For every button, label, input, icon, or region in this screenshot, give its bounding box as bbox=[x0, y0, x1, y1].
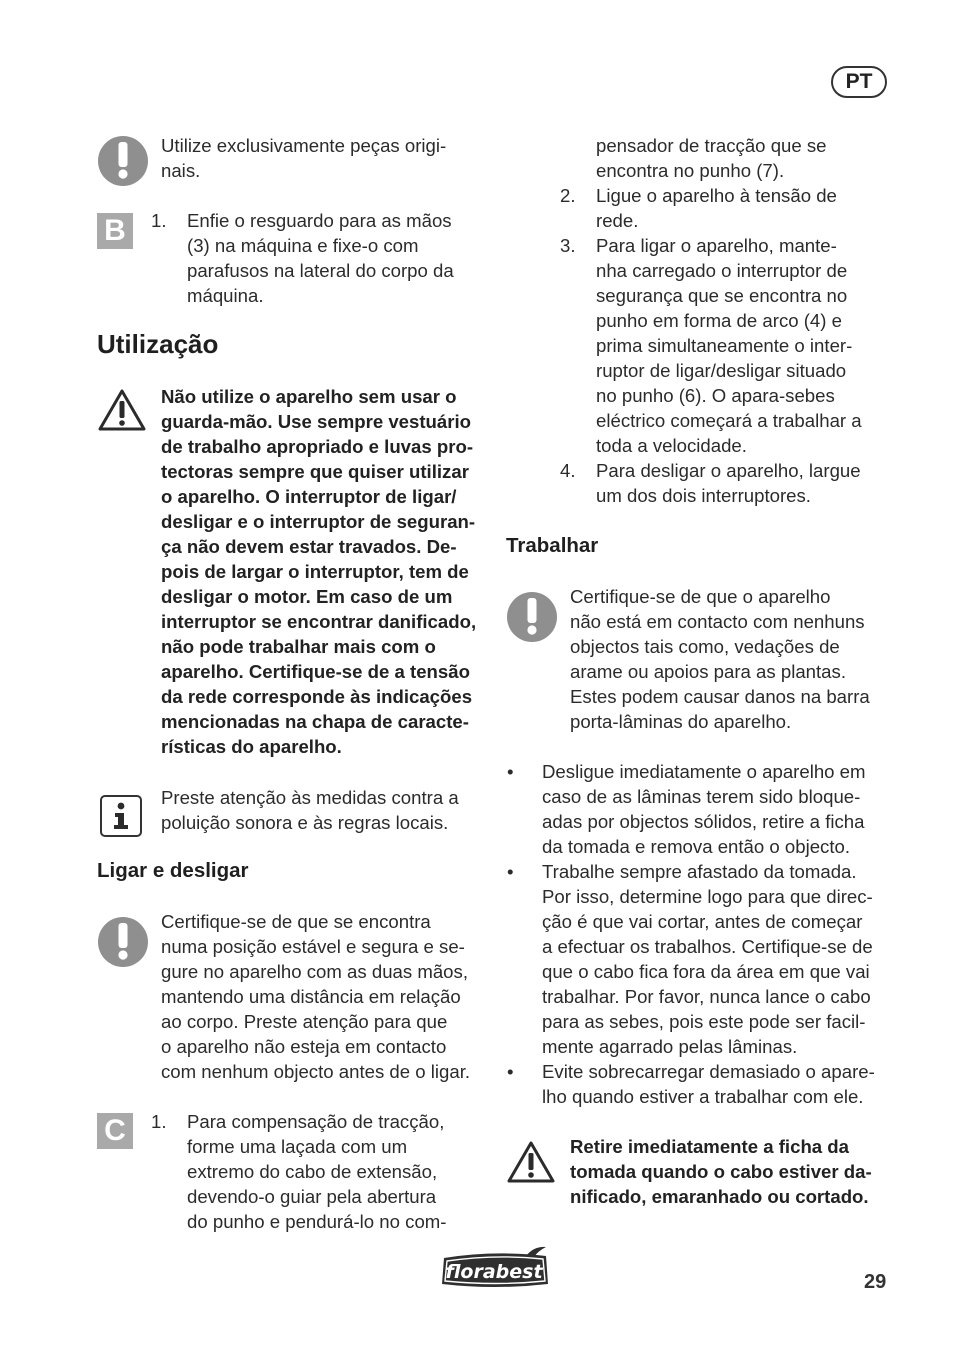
bullet: • bbox=[507, 761, 514, 782]
note-stable-position: Certifique-se de que se encontra numa posição estável e segura e se- gure no aparelho com as duas mãos, mantendo uma distância em relação ao corpo. Preste atenção para que o aparelho não esteja em contacto com nenhum objecto antes de o ligar. bbox=[161, 911, 471, 1082]
florabest-logo bbox=[438, 1244, 552, 1295]
heading-trabalhar: Trabalhar bbox=[506, 534, 599, 557]
list-number: 2. bbox=[560, 185, 576, 206]
note-original-parts: Utilize exclusivamente peças origi- nais. bbox=[161, 135, 447, 181]
page-number: 29 bbox=[864, 1271, 887, 1293]
list-text: Para desligar o aparelho, largue um dos dois interruptores. bbox=[596, 460, 861, 506]
exclamation-icon bbox=[98, 136, 148, 186]
bullet-text: Evite sobrecarregar demasiado o apare- lho quando estiver a trabalhar com ele. bbox=[542, 1061, 875, 1107]
section-b-list bbox=[151, 208, 481, 308]
list-item bbox=[560, 458, 896, 508]
bullet: • bbox=[507, 1061, 514, 1082]
steps-list bbox=[560, 183, 896, 508]
work-bullets bbox=[507, 759, 897, 1109]
info-icon bbox=[100, 795, 142, 837]
heading-ligar-desligar: Ligar e desligar bbox=[97, 859, 249, 882]
list-item bbox=[560, 233, 896, 458]
list-text: Ligue o aparelho à tensão de rede. bbox=[596, 185, 837, 231]
list-item bbox=[507, 759, 897, 859]
list-item bbox=[507, 859, 897, 1059]
list-number: 1. bbox=[151, 210, 167, 231]
section-letter-b: B bbox=[97, 213, 133, 249]
info-noise-text: Preste atenção às medidas contra a poluição sonora e às regras locais. bbox=[161, 787, 459, 833]
list-text: Enfie o resguardo para as mãos (3) na máquina e fixe-o com parafusos na lateral do corpo da máquina. bbox=[187, 210, 454, 306]
list-item bbox=[560, 183, 896, 233]
section-letter-c: C bbox=[97, 1113, 133, 1149]
svg-text:florabest: florabest bbox=[445, 1261, 543, 1283]
bullet-text: Trabalhe sempre afastado da tomada. Por isso, determine logo para que direc- ção é que vai cortar, antes de começar a efectuar os trabalhos. Certifique-se de que o cabo fica fora da área em que vai trabalhar. Por favor, nunca lance o cabo para as sebes, pois este pode ser facil- mente agarrado pelas lâminas. bbox=[542, 861, 873, 1057]
list-number: 1. bbox=[151, 1111, 167, 1132]
warning-cable-text: Retire imediatamente a ficha da tomada quando o cabo estiver da- nificado, emaranhado ou cortado. bbox=[570, 1136, 872, 1207]
list-item bbox=[151, 208, 481, 308]
warning-triangle-icon bbox=[97, 388, 147, 437]
list-number: 3. bbox=[560, 235, 576, 256]
list-text: Para ligar o aparelho, mante- nha carregado o interruptor de segurança que se encontra no punho em forma de arco (4) e prima simultaneamente o inter- ruptor de ligar/desligar situado no punho (6). O apara-sebes eléctrico começará a trabalhar a toda a velocidade. bbox=[596, 235, 862, 456]
list-item bbox=[151, 1109, 481, 1234]
continued-text: pensador de tracção que se encontra no punho (7). bbox=[596, 135, 827, 181]
warning-triangle-icon bbox=[506, 1140, 556, 1189]
bullet: • bbox=[507, 861, 514, 882]
section-c-list bbox=[151, 1109, 481, 1234]
exclamation-icon bbox=[507, 592, 557, 642]
note-no-contact: Certifique-se de que o aparelho não está em contacto com nenhuns objectos tais como, vedações de arame ou apoios para as plantas. Estes podem causar danos na barra porta-lâminas do aparelho. bbox=[570, 586, 870, 732]
bullet-text: Desligue imediatamente o aparelho em caso de as lâminas terem sido bloque- adas por objectos sólidos, retire a ficha da tomada e remova então o objecto. bbox=[542, 761, 866, 857]
heading-utilizacao: Utilização bbox=[97, 329, 219, 359]
language-badge: PT bbox=[831, 66, 887, 98]
list-number: 4. bbox=[560, 460, 576, 481]
list-text: Para compensação de tracção, forme uma laçada com um extremo do cabo de extensão, devendo-o guiar pela abertura do punho e pendurá-lo no com- bbox=[187, 1111, 447, 1232]
warning-usage-text: Não utilize o aparelho sem usar o guarda-mão. Use sempre vestuário de trabalho apropriado e luvas pro- tectoras sempre que quiser utilizar o aparelho. O interruptor de ligar/ desligar e o interruptor de seguran- ça não devem estar travados. De- pois de largar o interruptor, tem de desligar o motor. Em caso de um interruptor se encontrar danificado, não pode trabalhar mais com o aparelho. Certifique-se de a tensão da rede corresponde às indicações mencionadas na chapa de caracte- rísticas do aparelho. bbox=[161, 386, 477, 757]
list-item bbox=[507, 1059, 897, 1109]
exclamation-icon bbox=[98, 917, 148, 967]
